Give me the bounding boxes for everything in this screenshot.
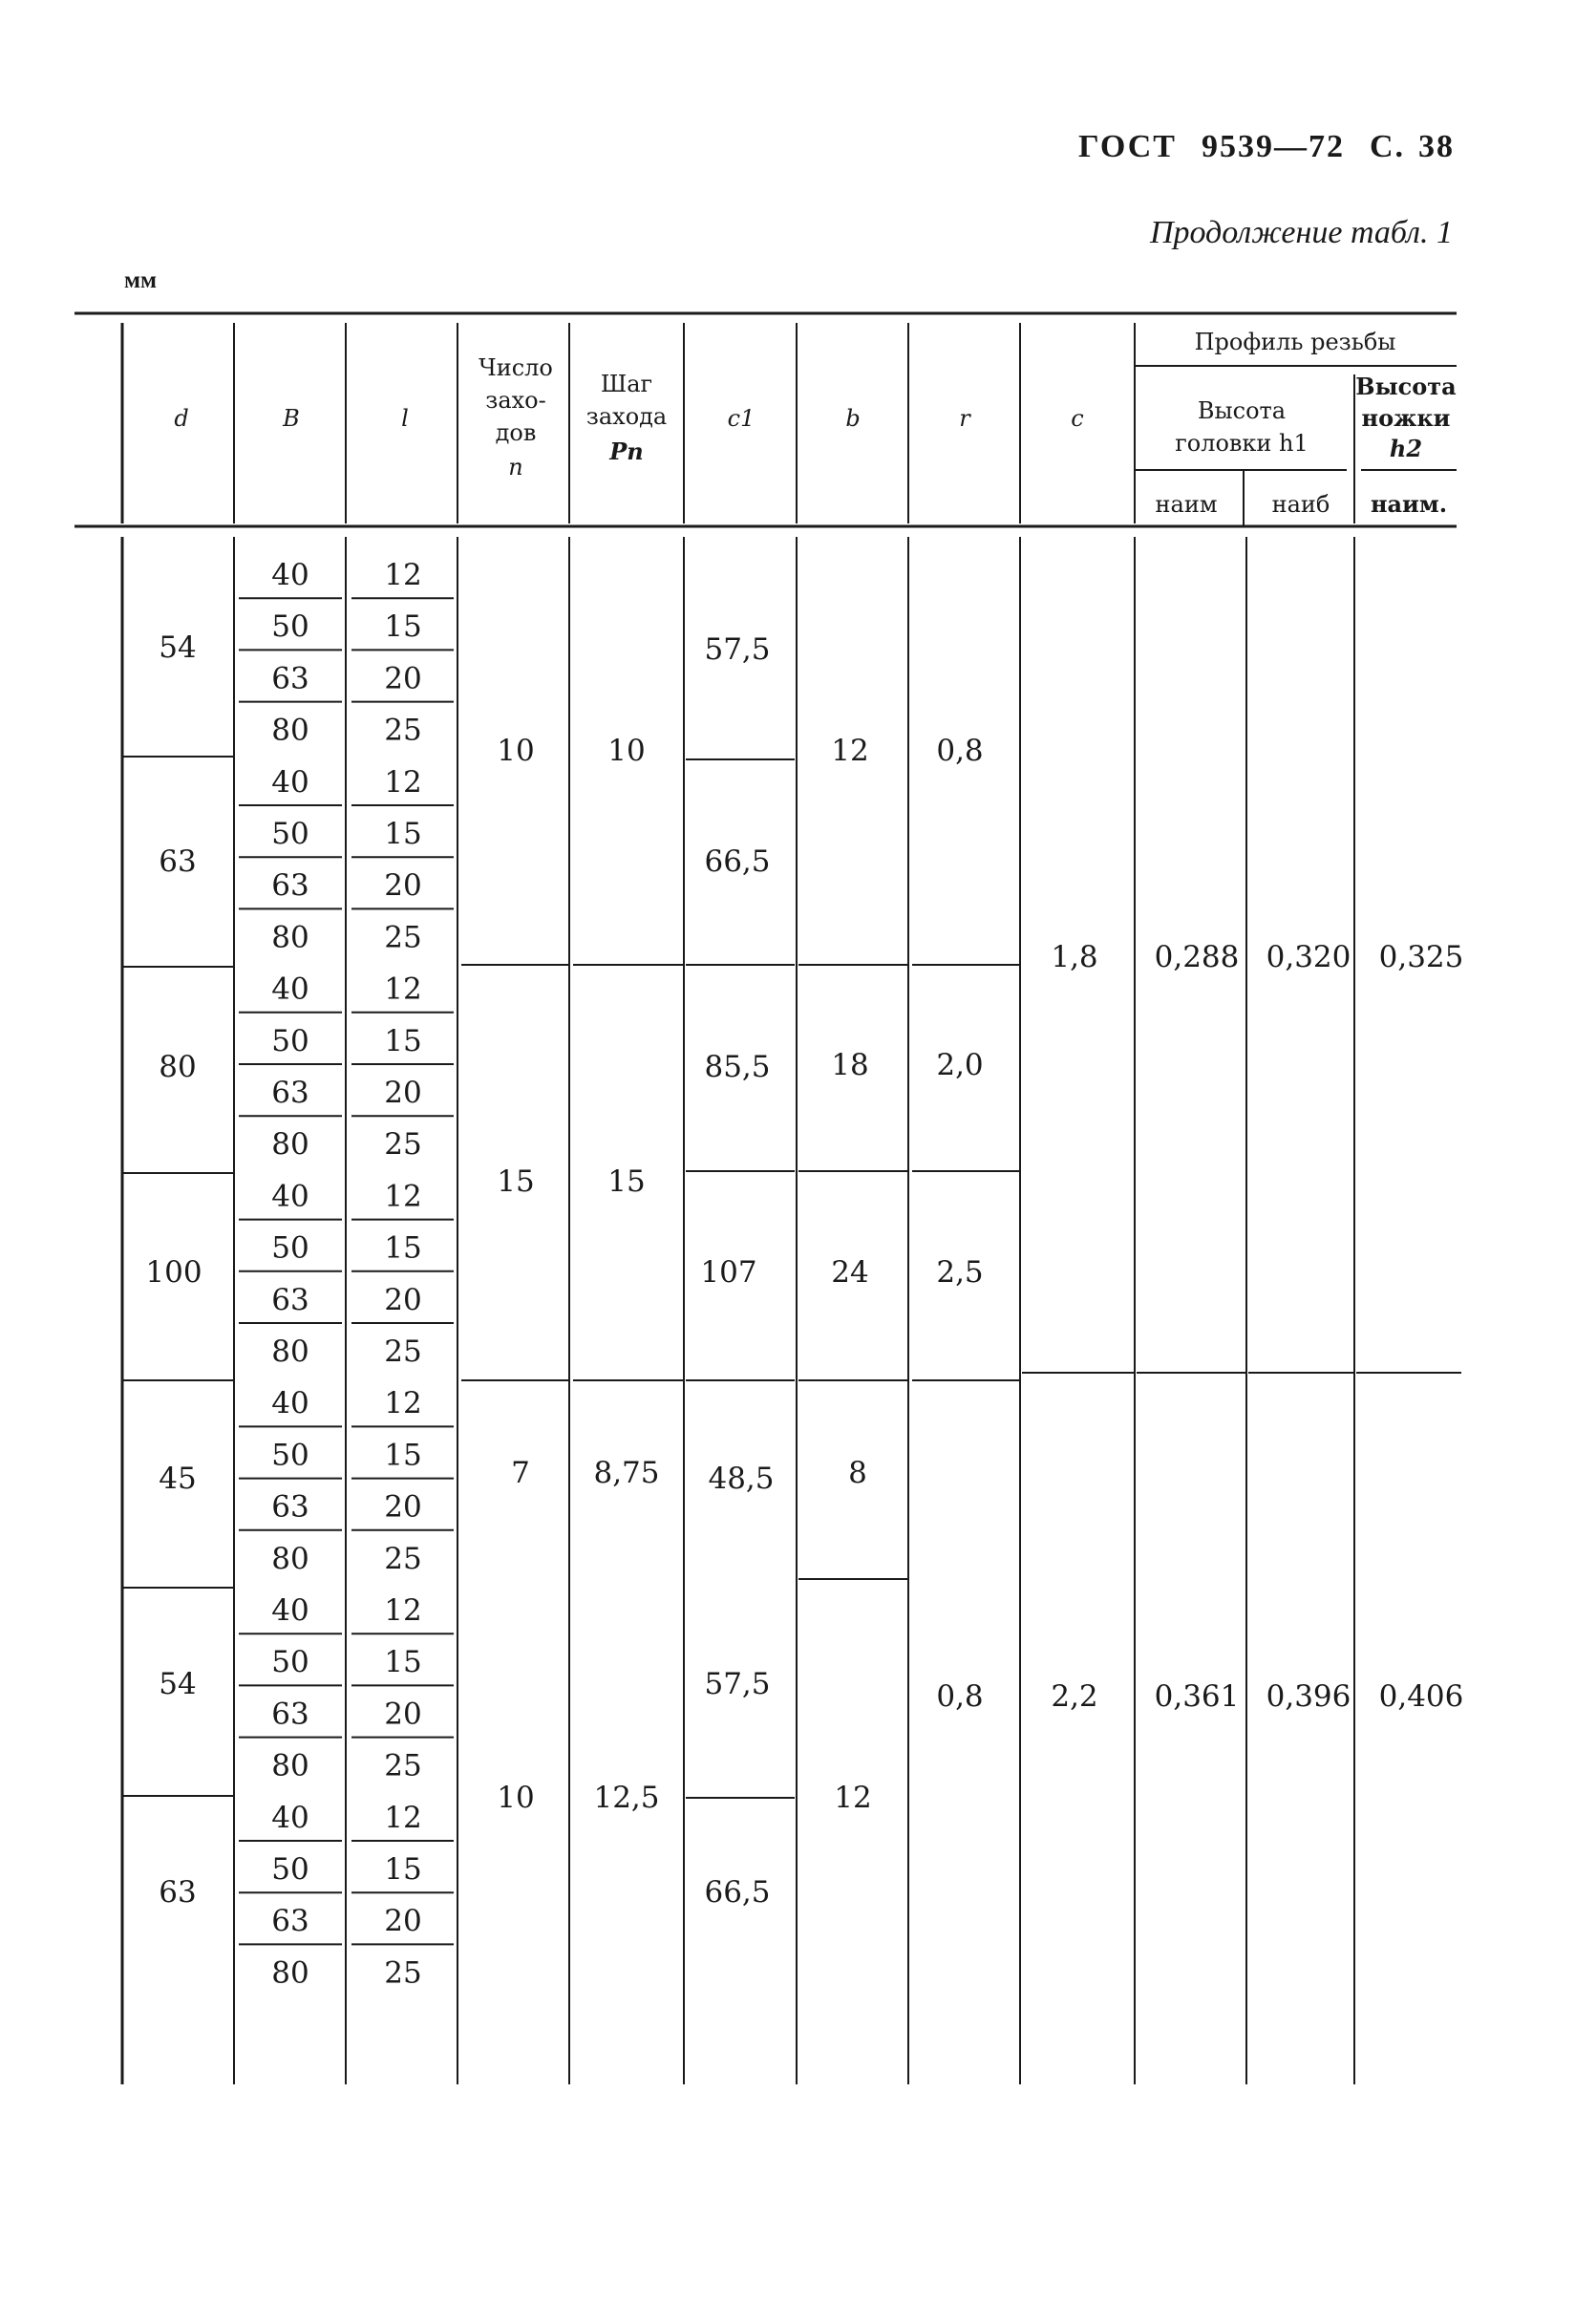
cell-l: 25 [384,1541,422,1576]
cell-B: 63 [271,1489,309,1525]
cell-l: 15 [384,1852,422,1887]
cell-n: 7 [511,1456,530,1490]
cell-l: 25 [384,1334,422,1369]
header-Pn-line1: Шаг [600,371,653,397]
header-B: B [283,405,300,432]
cell-b: 12 [834,1781,872,1815]
cell-l: 20 [384,1904,422,1939]
cell-r: 0,8 [936,1679,984,1714]
cell-l: 25 [384,713,422,748]
cell-d: 63 [159,1875,197,1910]
unit-label: мм [124,267,158,293]
header-r: r [959,405,970,432]
cell-n: 10 [497,734,535,768]
cell-c1: 66,5 [704,844,771,879]
cell-l: 15 [384,1230,422,1266]
cell-Pn: 12,5 [593,1781,660,1815]
table-continuation-title: Продолжение табл. 1 [1149,215,1453,250]
header-l: l [401,405,409,432]
cell-B: 40 [271,764,309,800]
header-n-line1: Число [479,354,553,381]
cell-l: 25 [384,920,422,955]
header-d: d [174,405,189,432]
cell-l: 20 [384,1489,422,1525]
cell-B: 40 [271,1386,309,1421]
cell-B: 63 [271,1697,309,1732]
cell-l: 20 [384,868,422,904]
cell-Pn: 15 [607,1164,646,1199]
cell-r: 2,5 [936,1255,984,1290]
cell-B: 40 [271,558,309,592]
cell-l: 25 [384,1955,422,1991]
cell-d: 54 [159,1667,197,1701]
cell-l: 12 [384,1800,422,1835]
cell-B: 80 [271,713,309,748]
header-max: наиб [1271,491,1330,518]
cell-B: 63 [271,1904,309,1939]
header-h2-line1: Высота [1355,373,1457,400]
header-Pn-line2: захода [585,403,668,430]
cell-l: 12 [384,1386,422,1421]
cell-h1-max: 0,396 [1266,1679,1351,1714]
cell-d: 45 [159,1462,197,1496]
cell-l: 15 [384,817,422,851]
cell-c1: 48,5 [708,1462,775,1496]
cell-n: 10 [497,1781,535,1815]
cell-c: 1,8 [1051,940,1098,974]
cell-n: 15 [497,1164,535,1199]
cell-B: 80 [271,1334,309,1369]
standard-label: ГОСТ [1078,129,1177,164]
standard-number: 9539—72 [1201,129,1345,164]
header-c1: c1 [727,405,755,432]
cell-r: 0,8 [936,734,984,768]
cell-c1: 57,5 [704,1667,771,1701]
cell-B: 40 [271,1593,309,1628]
cell-Pn: 10 [607,734,646,768]
header-h2-line2: ножки [1361,404,1451,432]
cell-B: 50 [271,817,309,851]
cell-h1-max: 0,320 [1266,940,1351,974]
cell-B: 50 [271,1230,309,1266]
header-c: c [1071,405,1084,432]
cell-B: 50 [271,1645,309,1680]
header-min: наим [1155,491,1218,518]
cell-l: 12 [384,1179,422,1214]
cell-B: 40 [271,1179,309,1214]
cell-l: 20 [384,1076,422,1110]
cell-d: 63 [159,844,197,879]
header-Pn-line3: Pn [609,438,644,465]
cell-h1-min: 0,288 [1154,940,1240,974]
cell-d: 54 [159,630,197,665]
cell-B: 63 [271,1282,309,1317]
cell-d: 100 [145,1255,202,1290]
cell-B: 80 [271,1955,309,1991]
cell-c1: 57,5 [704,632,771,667]
cell-B: 80 [271,920,309,955]
cell-l: 15 [384,1023,422,1058]
cell-B: 40 [271,1800,309,1835]
header-n-line4: n [508,454,523,480]
header-b: b [845,405,861,432]
cell-l: 25 [384,1127,422,1163]
header-n-line3: дов [495,419,537,446]
cell-c: 2,2 [1051,1679,1098,1714]
cell-Pn: 8,75 [593,1456,660,1490]
header-profile: Профиль резьбы [1194,329,1396,355]
cell-B: 80 [271,1748,309,1783]
cell-B: 50 [271,609,309,645]
cell-l: 15 [384,609,422,645]
cell-h2-min: 0,325 [1378,940,1464,974]
header-min2: наим. [1370,490,1448,518]
cell-l: 20 [384,661,422,696]
cell-l: 12 [384,1593,422,1628]
block-separators [122,757,1461,1798]
cell-r: 2,0 [936,1048,984,1082]
cell-l: 20 [384,1282,422,1317]
cell-B: 63 [271,661,309,696]
cell-B: 80 [271,1127,309,1163]
page-prefix: С. [1369,129,1405,164]
cell-B: 63 [271,868,309,904]
header-h2-line3: h2 [1389,435,1423,462]
cell-B: 50 [271,1852,309,1887]
cell-c1: 107 [700,1255,757,1290]
cell-l: 15 [384,1645,422,1680]
cell-b: 24 [831,1255,869,1290]
cell-d: 80 [159,1050,197,1084]
cell-B: 63 [271,1076,309,1110]
page-number: 38 [1418,129,1455,164]
cell-b: 18 [831,1048,869,1082]
cell-l: 25 [384,1748,422,1783]
cell-B: 50 [271,1438,309,1473]
cell-B: 50 [271,1023,309,1058]
cell-h1-min: 0,361 [1154,1679,1240,1714]
cell-c1: 66,5 [704,1875,771,1910]
cell-b: 12 [831,734,869,768]
cell-B: 80 [271,1541,309,1576]
cell-h2-min: 0,406 [1378,1679,1464,1714]
cell-l: 12 [384,558,422,592]
header-n-line2: захо- [485,387,546,414]
cell-l: 15 [384,1438,422,1473]
header-h1-line2: головки h1 [1175,430,1309,457]
cell-b: 8 [848,1456,867,1490]
cell-B: 40 [271,972,309,1007]
cell-c1: 85,5 [704,1050,771,1084]
header-h1-line1: Высота [1197,397,1287,424]
cell-l: 20 [384,1697,422,1732]
cell-l: 12 [384,972,422,1007]
cell-l: 12 [384,764,422,800]
